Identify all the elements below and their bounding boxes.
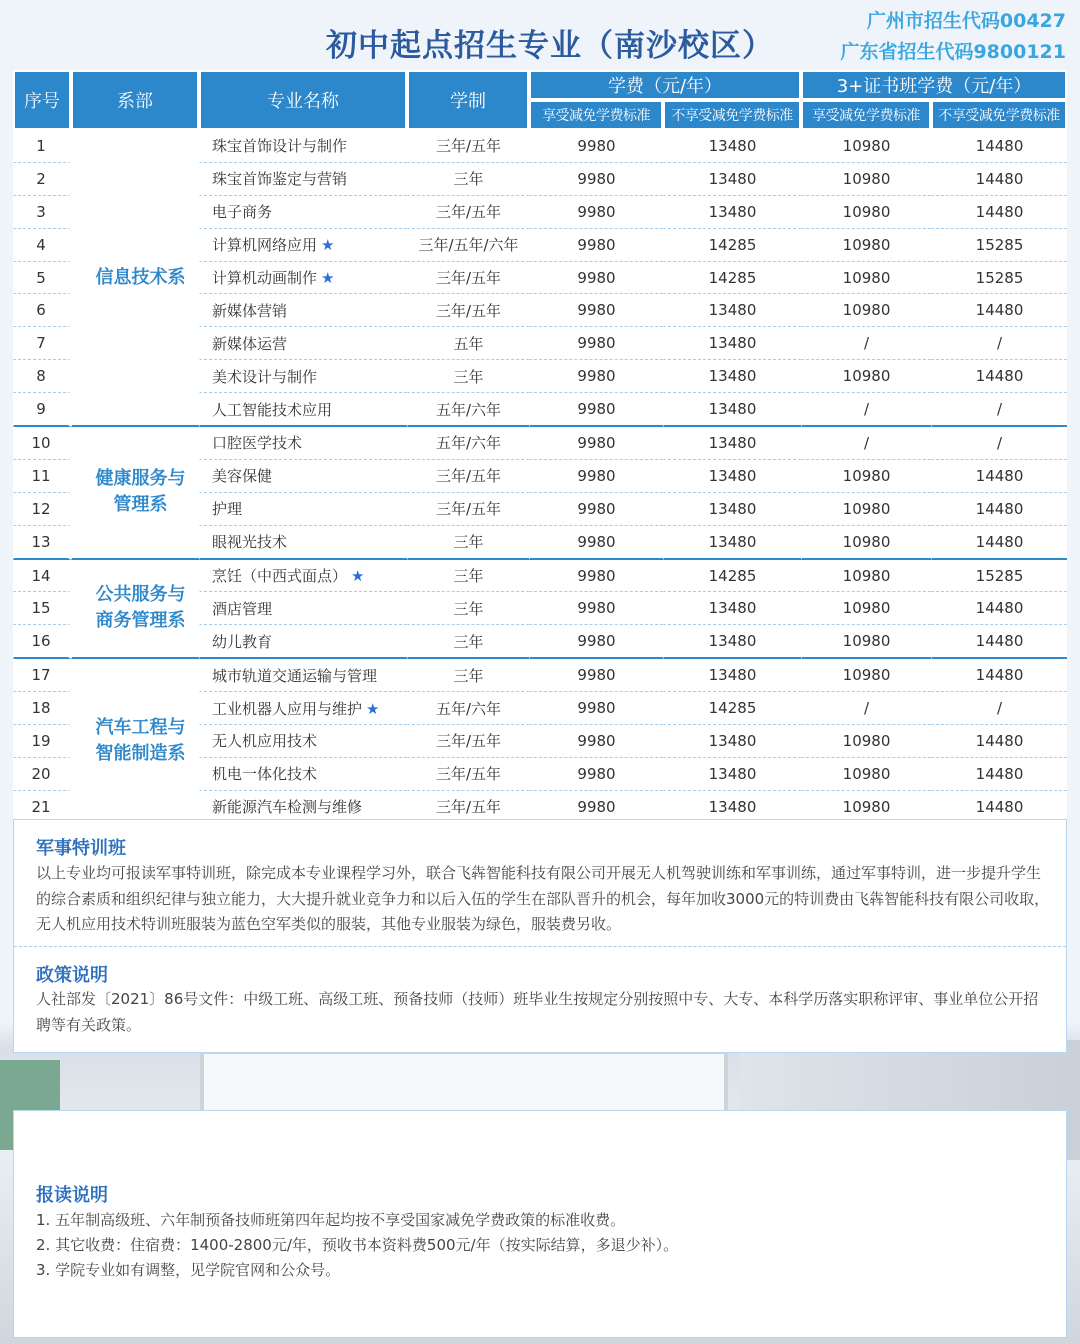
fee-table [13, 70, 1067, 825]
cert-without-reduction: 14480 [931, 130, 1067, 163]
tuition-without-reduction: 14285 [663, 262, 801, 295]
major-name-cell [199, 327, 407, 360]
department-cell: 健康服务与 管理系 [71, 427, 199, 560]
cert-without-reduction: 14480 [931, 526, 1067, 560]
duration-cell: 五年/六年 [407, 393, 529, 427]
major-name-cell [199, 692, 407, 725]
row-index: 13 [13, 526, 71, 560]
tuition-with-reduction: 9980 [529, 427, 663, 460]
duration-cell: 三年 [407, 163, 529, 196]
notes-panel [13, 1110, 1067, 1338]
tuition-with-reduction: 9980 [529, 360, 663, 393]
tuition-without-reduction: 13480 [663, 294, 801, 327]
major-name-cell [199, 526, 407, 560]
cert-without-reduction: 14480 [931, 659, 1067, 692]
cert-without-reduction: / [931, 393, 1067, 427]
major-name: 烹饪（中西式面点） [212, 567, 348, 586]
cert-without-reduction: 15285 [931, 262, 1067, 295]
tuition-without-reduction: 13480 [663, 163, 801, 196]
major-name: 眼视光技术 [212, 533, 288, 552]
header-department: 系部 [71, 70, 199, 130]
duration-cell: 三年 [407, 560, 529, 593]
duration-cell: 五年/六年 [407, 692, 529, 725]
tuition-with-reduction: 9980 [529, 196, 663, 229]
cert-without-reduction: 14480 [931, 725, 1067, 758]
row-index: 11 [13, 460, 71, 493]
duration-cell: 三年/五年 [407, 294, 529, 327]
cert-with-reduction: 10980 [801, 460, 931, 493]
tuition-with-reduction: 9980 [529, 560, 663, 593]
row-index: 21 [13, 791, 71, 825]
row-index: 18 [13, 692, 71, 725]
duration-cell: 三年/五年 [407, 493, 529, 526]
cert-with-reduction: 10980 [801, 130, 931, 163]
major-name-cell [199, 427, 407, 460]
duration-cell: 五年 [407, 327, 529, 360]
major-name-cell [199, 560, 407, 593]
fee-table-wrapper [13, 70, 1067, 825]
header-tuition: 学费（元/年） [529, 70, 801, 100]
major-name: 美容保健 [212, 467, 273, 486]
row-index: 6 [13, 294, 71, 327]
row-index: 2 [13, 163, 71, 196]
duration-cell: 三年/五年 [407, 758, 529, 791]
cert-with-reduction: / [801, 327, 931, 360]
major-name-cell [199, 262, 407, 295]
military-title: 军事特训班 [36, 838, 126, 859]
tuition-without-reduction: 13480 [663, 725, 801, 758]
star-icon: ★ [366, 699, 380, 718]
header-without-reduction: 不享受减免学费标准 [663, 100, 801, 130]
major-name-cell [199, 725, 407, 758]
header-duration: 学制 [407, 70, 529, 130]
cert-with-reduction: 10980 [801, 294, 931, 327]
cert-with-reduction: / [801, 393, 931, 427]
tuition-without-reduction: 13480 [663, 659, 801, 692]
row-index: 10 [13, 427, 71, 460]
tuition-with-reduction: 9980 [529, 460, 663, 493]
cert-with-reduction: / [801, 692, 931, 725]
major-name-cell [199, 130, 407, 163]
cert-without-reduction: 14480 [931, 625, 1067, 659]
star-icon: ★ [351, 567, 365, 586]
cert-with-reduction: 10980 [801, 526, 931, 560]
major-name: 计算机动画制作 [212, 269, 318, 287]
table-row [13, 130, 1067, 163]
major-name: 新媒体营销 [212, 301, 288, 320]
cert-without-reduction: 14480 [931, 163, 1067, 196]
table-row [13, 560, 1067, 593]
tuition-without-reduction: 13480 [663, 526, 801, 560]
tuition-without-reduction: 14285 [663, 229, 801, 262]
major-name-cell [199, 393, 407, 427]
cert-with-reduction: 10980 [801, 758, 931, 791]
row-index: 20 [13, 758, 71, 791]
cert-without-reduction: / [931, 327, 1067, 360]
tuition-without-reduction: 13480 [663, 130, 801, 163]
cert-without-reduction: 14480 [931, 360, 1067, 393]
row-index: 14 [13, 560, 71, 593]
cert-without-reduction: 14480 [931, 791, 1067, 825]
cert-without-reduction: 15285 [931, 229, 1067, 262]
row-index: 9 [13, 393, 71, 427]
tuition-with-reduction: 9980 [529, 659, 663, 692]
fee-table-body [13, 130, 1067, 825]
tuition-without-reduction: 13480 [663, 360, 801, 393]
tuition-with-reduction: 9980 [529, 327, 663, 360]
row-index: 16 [13, 625, 71, 659]
tuition-with-reduction: 9980 [529, 294, 663, 327]
cert-with-reduction: 10980 [801, 262, 931, 295]
major-name: 计算机网络应用 [212, 236, 318, 255]
note-item: 1. 五年制高级班、六年制预备技师班第四年起均按不享受国家减免学费政策的标准收费。 [36, 1211, 626, 1229]
header-index: 序号 [13, 70, 71, 130]
tuition-with-reduction: 9980 [529, 625, 663, 659]
tuition-without-reduction: 13480 [663, 791, 801, 825]
policy-title: 政策说明 [36, 965, 108, 986]
page-header [0, 0, 1080, 70]
cert-without-reduction: 14480 [931, 758, 1067, 791]
duration-cell: 三年/五年 [407, 725, 529, 758]
tuition-without-reduction: 13480 [663, 758, 801, 791]
tuition-without-reduction: 14285 [663, 692, 801, 725]
duration-cell: 三年/五年 [407, 130, 529, 163]
cert-with-reduction: 10980 [801, 625, 931, 659]
header-with-reduction: 享受减免学费标准 [529, 100, 663, 130]
notes-list [36, 1208, 678, 1283]
duration-cell: 三年/五年 [407, 460, 529, 493]
cert-without-reduction: / [931, 692, 1067, 725]
cert-with-reduction: 10980 [801, 592, 931, 625]
major-name-cell [199, 360, 407, 393]
tuition-with-reduction: 9980 [529, 393, 663, 427]
star-icon: ★ [321, 236, 335, 255]
cert-without-reduction: 14480 [931, 493, 1067, 526]
page-title: 初中起点招生专业（南沙校区） [326, 28, 774, 64]
major-name-cell [199, 592, 407, 625]
province-code: 广东省招生代码9800121 [840, 41, 1066, 63]
tuition-with-reduction: 9980 [529, 493, 663, 526]
header-cert-with-reduction: 享受减免学费标准 [801, 100, 931, 130]
cert-with-reduction: 10980 [801, 659, 931, 692]
duration-cell: 三年/五年 [407, 791, 529, 825]
row-index: 5 [13, 262, 71, 295]
duration-cell: 三年 [407, 592, 529, 625]
row-index: 8 [13, 360, 71, 393]
major-name-cell [199, 625, 407, 659]
major-name-cell [199, 229, 407, 262]
star-icon: ★ [321, 269, 335, 287]
tuition-without-reduction: 13480 [663, 327, 801, 360]
tuition-with-reduction: 9980 [529, 692, 663, 725]
row-index: 7 [13, 327, 71, 360]
cert-with-reduction: 10980 [801, 229, 931, 262]
major-name-cell [199, 196, 407, 229]
cert-without-reduction: 14480 [931, 592, 1067, 625]
tuition-without-reduction: 13480 [663, 427, 801, 460]
table-row [13, 659, 1067, 692]
major-name: 电子商务 [212, 203, 273, 222]
major-name: 美术设计与制作 [212, 367, 318, 386]
major-name-cell [199, 659, 407, 692]
tuition-with-reduction: 9980 [529, 229, 663, 262]
tuition-without-reduction: 14285 [663, 560, 801, 593]
note-item: 2. 其它收费：住宿费：1400-2800元/年，预收书本资料费500元/年（按实际结算，多退少补）。 [36, 1236, 679, 1254]
notes-title: 报读说明 [36, 1185, 108, 1206]
tuition-without-reduction: 13480 [663, 393, 801, 427]
cert-with-reduction: 10980 [801, 560, 931, 593]
city-code: 广州市招生代码00427 [866, 10, 1066, 32]
tuition-without-reduction: 13480 [663, 625, 801, 659]
tuition-with-reduction: 9980 [529, 526, 663, 560]
duration-cell: 三年 [407, 360, 529, 393]
major-name-cell [199, 493, 407, 526]
tuition-with-reduction: 9980 [529, 592, 663, 625]
tuition-with-reduction: 9980 [529, 130, 663, 163]
row-index: 3 [13, 196, 71, 229]
major-name: 新媒体运营 [212, 334, 288, 353]
cert-without-reduction: 14480 [931, 196, 1067, 229]
major-name: 珠宝首饰鉴定与营销 [212, 170, 348, 189]
cert-with-reduction: / [801, 427, 931, 460]
major-name: 酒店管理 [212, 599, 273, 618]
duration-cell: 三年/五年/六年 [407, 229, 529, 262]
cert-without-reduction: 14480 [931, 294, 1067, 327]
info-divider [14, 946, 1066, 947]
duration-cell: 三年 [407, 659, 529, 692]
duration-cell: 三年/五年 [407, 262, 529, 295]
major-name: 口腔医学技术 [212, 434, 303, 453]
tuition-with-reduction: 9980 [529, 758, 663, 791]
row-index: 19 [13, 725, 71, 758]
tuition-without-reduction: 13480 [663, 493, 801, 526]
row-index: 12 [13, 493, 71, 526]
policy-text: 人社部发〔2021〕86号文件：中级工班、高级工班、预备技师（技师）班毕业生按规定分别按照中专、大专、本科学历落实职称评审、事业单位公开招聘等有关政策。 [36, 990, 1039, 1034]
department-cell: 汽车工程与 智能制造系 [71, 659, 199, 824]
row-index: 15 [13, 592, 71, 625]
tuition-with-reduction: 9980 [529, 725, 663, 758]
cert-with-reduction: 10980 [801, 360, 931, 393]
major-name: 幼儿教育 [212, 632, 273, 651]
major-name-cell [199, 294, 407, 327]
header-cert-tuition: 3+证书班学费（元/年） [801, 70, 1067, 100]
major-name: 人工智能技术应用 [212, 400, 333, 419]
tuition-without-reduction: 13480 [663, 460, 801, 493]
duration-cell: 五年/六年 [407, 427, 529, 460]
major-name: 新能源汽车检测与维修 [212, 798, 363, 817]
tuition-without-reduction: 13480 [663, 196, 801, 229]
tuition-with-reduction: 9980 [529, 791, 663, 825]
row-index: 4 [13, 229, 71, 262]
row-index: 17 [13, 659, 71, 692]
department-cell: 信息技术系 [71, 130, 199, 427]
major-name: 机电一体化技术 [212, 765, 318, 784]
duration-cell: 三年 [407, 625, 529, 659]
major-name-cell [199, 758, 407, 791]
cert-without-reduction: / [931, 427, 1067, 460]
tuition-with-reduction: 9980 [529, 262, 663, 295]
major-name: 无人机应用技术 [212, 732, 318, 751]
tuition-with-reduction: 9980 [529, 163, 663, 196]
major-name-cell [199, 460, 407, 493]
major-name: 工业机器人应用与维护 [212, 699, 363, 718]
note-item: 3. 学院专业如有调整，见学院官网和公众号。 [36, 1261, 341, 1279]
row-index: 1 [13, 130, 71, 163]
cert-with-reduction: 10980 [801, 493, 931, 526]
major-name: 城市轨道交通运输与管理 [212, 666, 378, 685]
major-name: 护理 [212, 500, 243, 519]
duration-cell: 三年/五年 [407, 196, 529, 229]
duration-cell: 三年 [407, 526, 529, 560]
cert-without-reduction: 15285 [931, 560, 1067, 593]
military-text: 以上专业均可报读军事特训班，除完成本专业课程学习外，联合飞犇智能科技有限公司开展无人机驾驶训练和军事训练，通过军事特训，进一步提升学生的综合素质和组织纪律与独立能力，大大提升就业竞争力和以后入伍的学生在部队晋升的机会，每年加收3000元的特训费由飞犇智能科技有限公司收取，无人机应用技术特训班服装为蓝色空军类似的服装，其他专业服装为绿色，服装费另收。 [36, 864, 1050, 933]
cert-with-reduction: 10980 [801, 791, 931, 825]
cert-without-reduction: 14480 [931, 460, 1067, 493]
info-panel [13, 819, 1067, 1053]
major-name: 珠宝首饰设计与制作 [212, 137, 348, 156]
enrollment-codes [840, 6, 1066, 68]
header-cert-without-reduction: 不享受减免学费标准 [931, 100, 1067, 130]
header-major: 专业名称 [199, 70, 407, 130]
department-cell: 公共服务与 商务管理系 [71, 560, 199, 660]
cert-with-reduction: 10980 [801, 163, 931, 196]
cert-with-reduction: 10980 [801, 196, 931, 229]
major-name-cell [199, 163, 407, 196]
table-row [13, 427, 1067, 460]
tuition-without-reduction: 13480 [663, 592, 801, 625]
cert-with-reduction: 10980 [801, 725, 931, 758]
